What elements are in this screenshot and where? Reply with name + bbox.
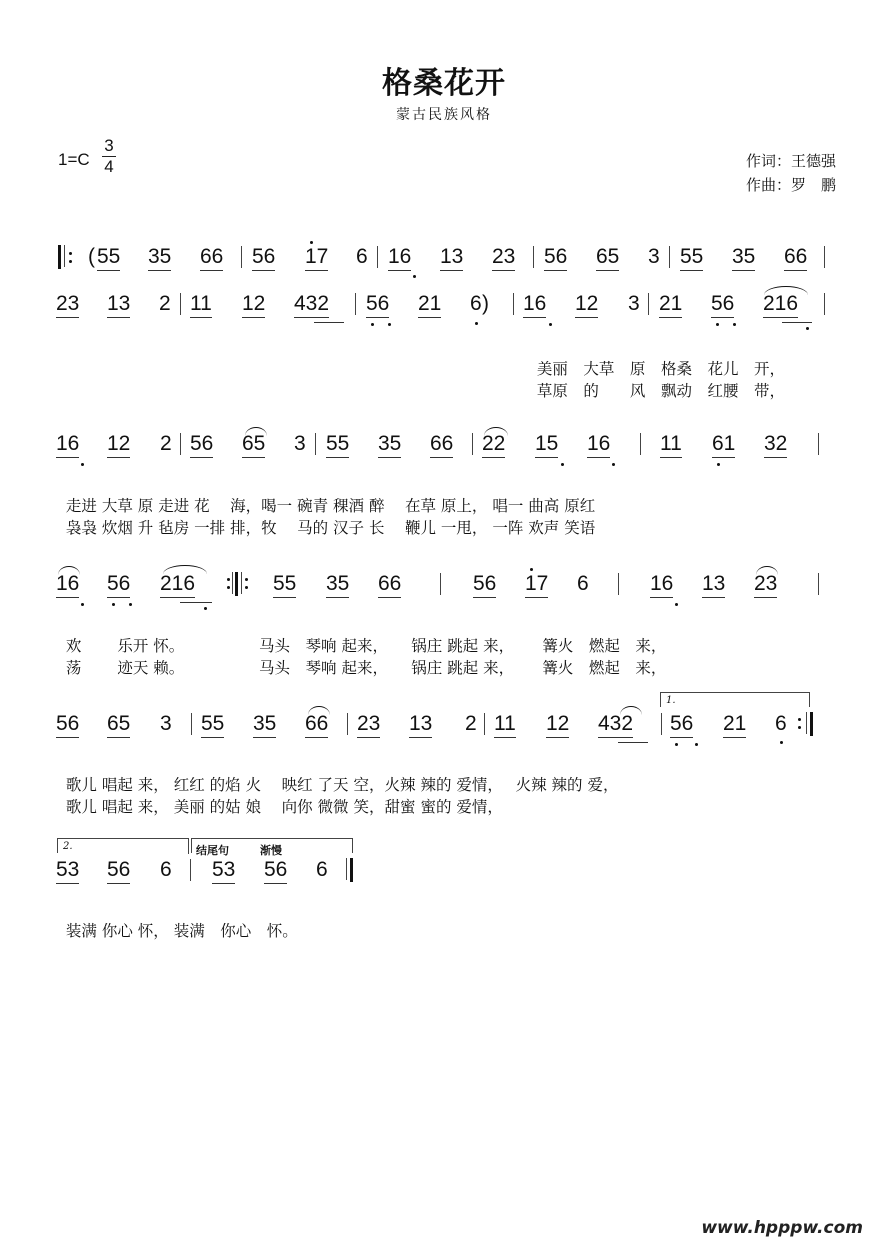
- lyric: 荡: [65, 659, 82, 677]
- low-octave-dot: [112, 603, 115, 606]
- note-group: 13: [702, 572, 725, 598]
- note-group: 22: [482, 432, 505, 458]
- note: 3: [294, 432, 306, 455]
- ending-label: 结尾句: [196, 844, 229, 857]
- note-group: 432: [598, 712, 633, 738]
- lyric: 碗青: [297, 497, 329, 515]
- note-group: 13: [107, 292, 130, 318]
- low-octave-dot: [716, 323, 719, 326]
- lyric: 长: [368, 519, 385, 537]
- note-group: 55: [273, 572, 296, 598]
- barline: [669, 246, 670, 268]
- lyric: 爱情，: [456, 798, 503, 816]
- second-ending-bracket: [57, 838, 189, 853]
- barline: [661, 713, 662, 735]
- repeat-barline: [235, 572, 238, 596]
- lyric: 琴响: [305, 659, 337, 677]
- repeat-dot: [245, 578, 248, 581]
- low-octave-dot: [549, 323, 552, 326]
- lyric: 来，: [483, 659, 507, 677]
- barline: [440, 573, 441, 595]
- lyric: 来，: [137, 798, 169, 816]
- lyric: 开，: [754, 360, 786, 378]
- barline: [806, 712, 807, 734]
- lyric: 的焰: [209, 776, 241, 794]
- note-group: 66: [305, 712, 328, 738]
- lyric: 一阵: [492, 519, 524, 537]
- note: 2: [159, 292, 171, 315]
- barline: [472, 433, 473, 455]
- note-group: 16: [388, 245, 411, 271]
- note-group: 55: [201, 712, 224, 738]
- barline: [648, 293, 649, 315]
- note-group: 15: [535, 432, 558, 458]
- lyric: 琴响: [305, 637, 337, 655]
- paren-open: (: [88, 245, 95, 268]
- lyric: 空，火辣: [353, 776, 416, 794]
- lyric: 袅袅: [65, 519, 97, 537]
- lyric: 锅庄: [411, 637, 443, 655]
- barline: [232, 572, 233, 594]
- note-group: 216: [763, 292, 798, 318]
- lyric: 在草: [404, 497, 436, 515]
- final-barline: [350, 858, 353, 882]
- barline: [180, 433, 181, 455]
- low-octave-dot: [675, 603, 678, 606]
- barline: [180, 293, 181, 315]
- lyrics-verse-2: [56, 635, 666, 679]
- note-group: 11: [494, 712, 516, 738]
- tempo-marking: 渐慢: [260, 844, 282, 857]
- low-octave-dot: [733, 323, 736, 326]
- note-group: 65: [596, 245, 619, 271]
- lyric: 红腰: [707, 382, 739, 400]
- key-signature: 1=C: [58, 150, 90, 169]
- staff-row-5: [0, 712, 888, 752]
- first-ending-label: 1.: [666, 695, 676, 706]
- note-group: 66: [378, 572, 401, 598]
- note-group: 35: [253, 712, 276, 738]
- note-group: 23: [56, 292, 79, 318]
- note: 6: [470, 292, 482, 315]
- lyric: 稞酒: [333, 497, 365, 515]
- note-group: 66: [430, 432, 453, 458]
- repeat-dot: [245, 586, 248, 589]
- lyric: 带，: [754, 382, 786, 400]
- note-group: 17: [525, 572, 548, 598]
- high-octave-dot: [530, 568, 533, 571]
- note-group: 23: [492, 245, 515, 271]
- lyric: 毡房: [158, 519, 190, 537]
- composer-credit: 作曲：罗 鹏: [745, 176, 836, 194]
- lyric: 大草: [583, 360, 615, 378]
- note-group: 23: [357, 712, 380, 738]
- barline: [824, 293, 825, 315]
- double-underline: [782, 322, 812, 323]
- lyric: 燃起: [588, 659, 620, 677]
- note: 6: [775, 712, 787, 735]
- low-octave-dot: [806, 327, 809, 330]
- lyric: 乐开: [117, 637, 149, 655]
- paren-close: ): [482, 292, 489, 315]
- lyric: 赖。: [153, 659, 177, 677]
- lyric: 辣的: [551, 776, 583, 794]
- lyric: 跳起: [447, 659, 479, 677]
- note-group: 12: [107, 432, 130, 458]
- lyric: 来，: [137, 776, 169, 794]
- note-group: 12: [242, 292, 265, 318]
- low-octave-dot: [717, 463, 720, 466]
- double-underline: [314, 322, 344, 323]
- barline: [818, 433, 819, 455]
- lyric: 升: [137, 519, 154, 537]
- low-octave-dot: [81, 603, 84, 606]
- note-group: 13: [440, 245, 463, 271]
- lyric: 欢声: [528, 519, 560, 537]
- lyric: 笑，甜蜜: [353, 798, 416, 816]
- lyric: 了天: [317, 776, 349, 794]
- barline: [824, 246, 825, 268]
- lyric: 海，喝一: [230, 497, 293, 515]
- lyric: 唱起: [101, 776, 133, 794]
- note-group: 216: [160, 572, 195, 598]
- repeat-dot: [798, 726, 801, 729]
- lyric: 起来，: [341, 637, 381, 655]
- note-group: 65: [107, 712, 130, 738]
- lyric: 走进: [65, 497, 97, 515]
- lyric: 一甩，: [440, 519, 488, 537]
- low-octave-dot: [204, 607, 207, 610]
- staff-row-6: [0, 858, 888, 898]
- first-ending-bracket: [660, 692, 810, 707]
- lyric: 爱，: [587, 776, 619, 794]
- barline: [64, 245, 65, 267]
- lyric: 花: [194, 497, 210, 515]
- low-octave-dot: [780, 741, 783, 744]
- note-group: 56: [252, 245, 275, 271]
- lyric: 火辣: [515, 776, 547, 794]
- note: 6: [577, 572, 589, 595]
- lyric: 蜜的: [420, 798, 452, 816]
- note-group: 432: [294, 292, 329, 318]
- note: 3: [160, 712, 172, 735]
- lyric: 你心: [101, 922, 133, 940]
- lyricist-credit: 作词：王德强: [745, 152, 836, 170]
- lyric: 醉: [368, 497, 385, 515]
- lyric: 装满: [173, 922, 205, 940]
- note-group: 56: [711, 292, 734, 318]
- low-octave-dot: [475, 322, 478, 325]
- lyric: 马头: [258, 659, 290, 677]
- lyric: 美丽: [173, 798, 205, 816]
- lyric: 辣的: [420, 776, 452, 794]
- note-group: 11: [660, 432, 682, 458]
- barline: [355, 293, 356, 315]
- note-group: 56: [56, 712, 79, 738]
- lyric: 来，: [635, 637, 667, 655]
- barline: [513, 293, 514, 315]
- lyric: 原红: [564, 497, 596, 515]
- note-group: 35: [732, 245, 755, 271]
- lyric: 排，牧: [230, 519, 277, 537]
- time-signature: [102, 136, 116, 177]
- lyric: 向你: [281, 798, 313, 816]
- low-octave-dot: [675, 743, 678, 746]
- note: 3: [628, 292, 640, 315]
- lyric: 红红: [173, 776, 205, 794]
- staff-row-2: [0, 292, 888, 332]
- note-group: 53: [212, 858, 235, 884]
- second-ending-label: 2.: [63, 841, 73, 852]
- note-group: 65: [242, 432, 265, 458]
- note-group: 13: [409, 712, 432, 738]
- lyrics-verse-2: [56, 495, 595, 539]
- lyric: 唱起: [101, 798, 133, 816]
- lyric: 的姑: [209, 798, 241, 816]
- note-group: 35: [326, 572, 349, 598]
- lyric: 迹天: [117, 659, 149, 677]
- lyric: 美丽: [536, 360, 568, 378]
- double-underline: [180, 602, 212, 603]
- song-title: 格桑花开: [382, 66, 506, 101]
- note-group: 56: [107, 572, 130, 598]
- time-signature-bottom: 4: [104, 157, 114, 176]
- low-octave-dot: [695, 743, 698, 746]
- lyric: 马的: [297, 519, 329, 537]
- note: 2: [160, 432, 172, 455]
- lyric: 歌儿: [65, 776, 97, 794]
- lyric: 草原: [536, 382, 568, 400]
- repeat-dot: [798, 718, 801, 721]
- high-octave-dot: [310, 241, 313, 244]
- barline: [346, 858, 347, 880]
- barline: [618, 573, 619, 595]
- lyric: 的: [583, 382, 599, 400]
- repeat-dot: [227, 586, 230, 589]
- note-group: 16: [56, 432, 79, 458]
- note-group: 56: [264, 858, 287, 884]
- lyric: 大草: [101, 497, 133, 515]
- lyrics-verse-1: [56, 898, 298, 942]
- lyric: 微微: [317, 798, 349, 816]
- note: 6: [160, 858, 172, 881]
- note-group: 56: [473, 572, 496, 598]
- lyric: 篝火: [542, 659, 574, 677]
- lyric: 来，: [483, 637, 507, 655]
- barline: [190, 859, 191, 881]
- lyric: 跳起: [447, 637, 479, 655]
- note-group: 16: [523, 292, 546, 318]
- barline: [533, 246, 534, 268]
- repeat-dot: [69, 260, 72, 263]
- note-group: 66: [784, 245, 807, 271]
- note-group: 61: [712, 432, 735, 458]
- barline: [241, 246, 242, 268]
- note-group: 56: [670, 712, 693, 738]
- low-octave-dot: [371, 323, 374, 326]
- barline: [347, 713, 348, 735]
- note-group: 66: [200, 245, 223, 271]
- lyric: 原: [137, 497, 154, 515]
- note: 6: [316, 858, 328, 881]
- lyric: 笑语: [564, 519, 596, 537]
- lyric: 马头: [258, 637, 290, 655]
- staff-row-1: [0, 245, 888, 285]
- lyrics-verse-2: [56, 774, 503, 818]
- lyric: 装满: [65, 922, 97, 940]
- note-group: 56: [190, 432, 213, 458]
- lyric: 曲高: [528, 497, 560, 515]
- lyric: 炊烟: [101, 519, 133, 537]
- note-group: 23: [754, 572, 777, 598]
- note-group: 53: [56, 858, 79, 884]
- note-group: 32: [764, 432, 787, 458]
- barline: [315, 433, 316, 455]
- lyric: 燃起: [588, 637, 620, 655]
- lyric: 映红: [281, 776, 313, 794]
- note-group: 56: [107, 858, 130, 884]
- lyric: 唱一: [492, 497, 524, 515]
- lyric: 格桑: [660, 360, 692, 378]
- barline: [640, 433, 641, 455]
- note: 3: [648, 245, 660, 268]
- note-group: 11: [190, 292, 212, 318]
- staff-row-3: [0, 432, 888, 472]
- lyric: 锅庄: [411, 659, 443, 677]
- note: 6: [356, 245, 368, 268]
- lyrics-verse-2: [527, 358, 785, 402]
- repeat-dot: [227, 578, 230, 581]
- lyric: 鞭儿: [404, 519, 436, 537]
- staff-row-4: [0, 572, 888, 612]
- note-group: 35: [148, 245, 171, 271]
- lyric: 你心: [220, 922, 252, 940]
- lyric: 来，: [635, 659, 667, 677]
- note-group: 56: [544, 245, 567, 271]
- barline: [241, 572, 242, 594]
- lyric: 欢: [65, 637, 82, 655]
- barline: [818, 573, 819, 595]
- song-subtitle: 蒙古民族风格: [396, 107, 492, 123]
- lyric: 怀。: [266, 922, 298, 940]
- note-group: 55: [326, 432, 349, 458]
- note-group: 21: [418, 292, 441, 318]
- barline: [188, 838, 189, 854]
- time-signature-top: 3: [104, 136, 114, 155]
- lyric: 怀。: [153, 637, 177, 655]
- repeat-start-barline: [58, 245, 61, 269]
- double-underline: [618, 742, 648, 743]
- low-octave-dot: [612, 463, 615, 466]
- low-octave-dot: [129, 603, 132, 606]
- lyric: 走进: [158, 497, 190, 515]
- note-group: 21: [723, 712, 746, 738]
- note-group: 35: [378, 432, 401, 458]
- lyric: 爱情，: [456, 776, 496, 794]
- note-group: 12: [546, 712, 569, 738]
- barline: [191, 713, 192, 735]
- barline: [484, 713, 485, 735]
- repeat-dot: [69, 252, 72, 255]
- repeat-end-barline: [810, 712, 813, 736]
- low-octave-dot: [81, 463, 84, 466]
- lyric: 风: [629, 382, 646, 400]
- lyric: 一排: [194, 519, 226, 537]
- low-octave-dot: [413, 275, 416, 278]
- lyric: 花儿: [707, 360, 739, 378]
- lyric: 娘: [245, 798, 262, 816]
- lyric: 汉子: [333, 519, 365, 537]
- lyric: 歌儿: [65, 798, 97, 816]
- note-group: 21: [659, 292, 682, 318]
- note-group: 16: [587, 432, 610, 458]
- note-group: 55: [97, 245, 120, 271]
- note-group: 12: [575, 292, 598, 318]
- lyric: 火: [245, 776, 262, 794]
- low-octave-dot: [388, 323, 391, 326]
- lyric: 原: [629, 360, 646, 378]
- lyric: 怀，: [137, 922, 169, 940]
- note-group: 55: [680, 245, 703, 271]
- low-octave-dot: [561, 463, 564, 466]
- lyric: 篝火: [542, 637, 574, 655]
- lyric: 飘动: [660, 382, 692, 400]
- note-group: 56: [366, 292, 389, 318]
- lyric: 起来，: [341, 659, 381, 677]
- note-group: 16: [56, 572, 79, 598]
- barline: [377, 246, 378, 268]
- note-group: 17: [305, 245, 328, 271]
- note-group: 16: [650, 572, 673, 598]
- note: 2: [465, 712, 477, 735]
- watermark: www.hpppw.com: [701, 1218, 863, 1238]
- lyric: 原上，: [440, 497, 488, 515]
